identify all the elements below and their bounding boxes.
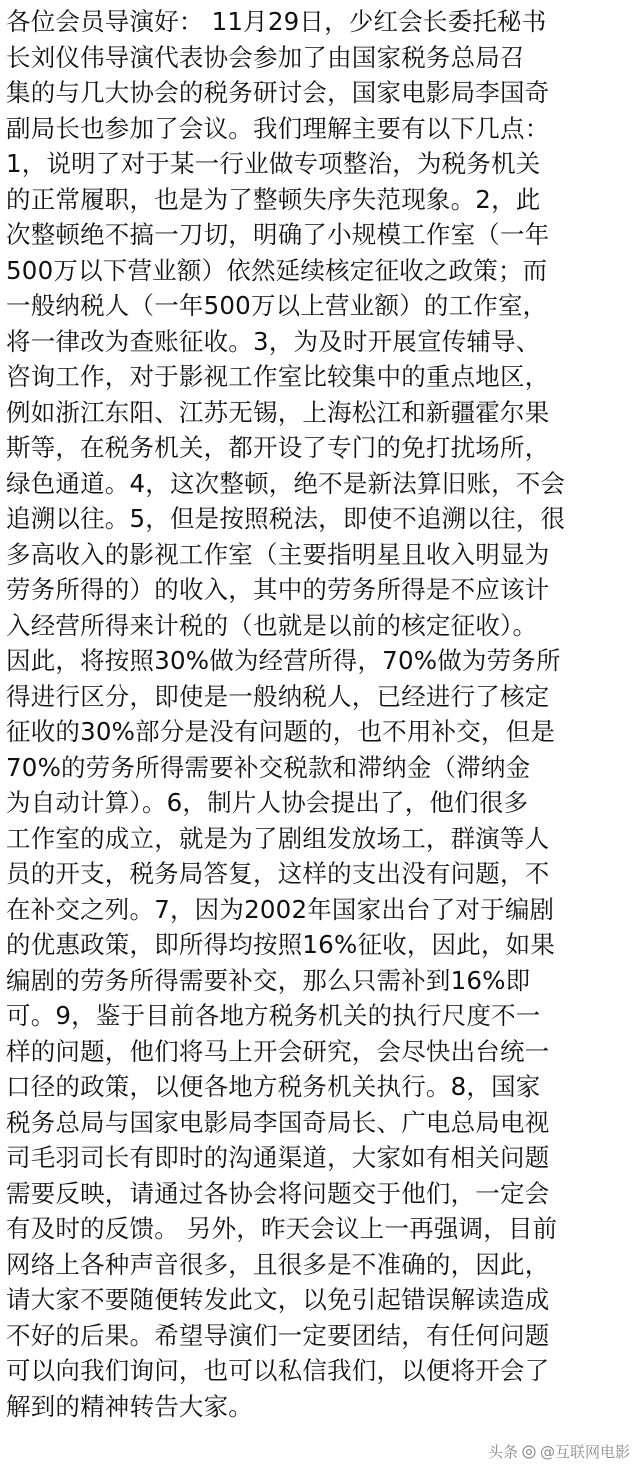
text-line: 例如浙江东阳、江苏无锡，上海松江和新疆霍尔果 <box>6 397 550 427</box>
text-line: 追溯以往。5，但是按照税法，即使不追溯以往，很 <box>6 504 566 533</box>
text-line: 集的与几大协会的税务研讨会，国家电影局李国奇 <box>6 78 550 107</box>
text-line: 税务总局与国家电影局李国奇局长、广电总局电视 <box>6 1107 550 1137</box>
text-line: 入经营所得来计税的（也就是以前的核定征收）。 <box>6 610 538 640</box>
text-line: 1，说明了对于某一行业做专项整治，为税务机关 <box>6 149 541 178</box>
text-line: 需要反映，请通过各协会将问题交于他们，一定会 <box>6 1178 550 1208</box>
text-line: 司毛羽司长有即时的沟通渠道，大家如有相关问题 <box>6 1143 550 1172</box>
text-line: 有及时的反馈。 另外，昨天会议上一再强调，目前 <box>6 1214 558 1243</box>
at-icon <box>522 1445 536 1459</box>
text-line: 500万以下营业额）依然延续核定征收之政策；而 <box>6 255 548 285</box>
text-line: 请大家不要随便转发此文，以免引起错误解读造成 <box>6 1285 550 1314</box>
text-line: 的正常履职，也是为了整顿失序失范现象。2，此 <box>6 184 541 214</box>
text-line: 不好的后果。希望导演们一定要团结，有任何问题 <box>6 1320 550 1350</box>
text-line: 员的开支，税务局答复，这样的支出没有问题，不 <box>6 859 550 888</box>
text-line: 各位会员导演好： 11月29日，少红会长委托秘书 <box>6 7 547 36</box>
watermark-account: @互联网电影 <box>539 1443 630 1461</box>
text-line: 为自动计算）。6，制片人协会提出了，他们很多 <box>6 788 529 817</box>
text-line: 副局长也参加了会议。我们理解主要有以下几点： <box>6 113 550 143</box>
text-line: 因此，将按照30%做为经营所得，70%做为劳务所 <box>6 646 561 675</box>
text-line: 一般纳税人（一年500万以上营业额）的工作室， <box>6 291 548 320</box>
text-line: 解到的精神转告大家。 <box>6 1391 253 1421</box>
text-line: 口径的政策，以便各地方税务机关执行。8，国家 <box>6 1072 541 1101</box>
text-line: 工作室的成立，就是为了剧组发放场工，群演等人 <box>6 823 550 853</box>
text-line: 次整顿绝不搞一刀切，明确了小规模工作室（一年 <box>6 220 550 249</box>
text-line: 在补交之列。7，因为2002年国家出台了对于编剧 <box>6 894 555 924</box>
text-line: 得进行区分，即使是一般纳税人，已经进行了核定 <box>6 681 550 711</box>
notice-text <box>6 4 634 1424</box>
text-line: 70%的劳务所得需要补交税款和滞纳金（滞纳金 <box>6 752 531 782</box>
text-line: 可。9，鉴于目前各地方税务机关的执行尺度不一 <box>6 1001 541 1030</box>
watermark <box>488 1441 630 1462</box>
text-line: 征收的30%部分是没有问题的，也不用补交，但是 <box>6 717 556 746</box>
text-line: 网络上各种声音很多，且很多是不准确的，因此， <box>6 1249 550 1279</box>
text-line: 长刘仪伟导演代表协会参加了由国家税务总局召 <box>6 42 525 72</box>
text-line: 斯等，在税务机关，都开设了专门的免打扰场所， <box>6 433 550 462</box>
text-line: 将一律改为查账征收。3，为及时开展宣传辅导、 <box>6 326 541 356</box>
watermark-logo-text: 头条 <box>487 1443 518 1461</box>
text-line: 样的问题，他们将马上开会研究，会尽快出台统一 <box>6 1036 550 1066</box>
text-line: 可以向我们询问，也可以私信我们，以便将开会了 <box>6 1356 550 1385</box>
text-line: 咨询工作，对于影视工作室比较集中的重点地区， <box>6 362 550 391</box>
text-line: 的优惠政策，即所得均按照16%征收，因此，如果 <box>6 930 556 959</box>
text-line: 劳务所得的）的收入，其中的劳务所得是不应该计 <box>6 575 550 604</box>
text-line: 编剧的劳务所得需要补交，那么只需补到16%即 <box>6 965 531 995</box>
text-line: 绿色通道。4，这次整顿，绝不是新法算旧账，不会 <box>6 468 566 498</box>
text-line: 多高收入的影视工作室（主要指明星且收入明显为 <box>6 539 550 569</box>
